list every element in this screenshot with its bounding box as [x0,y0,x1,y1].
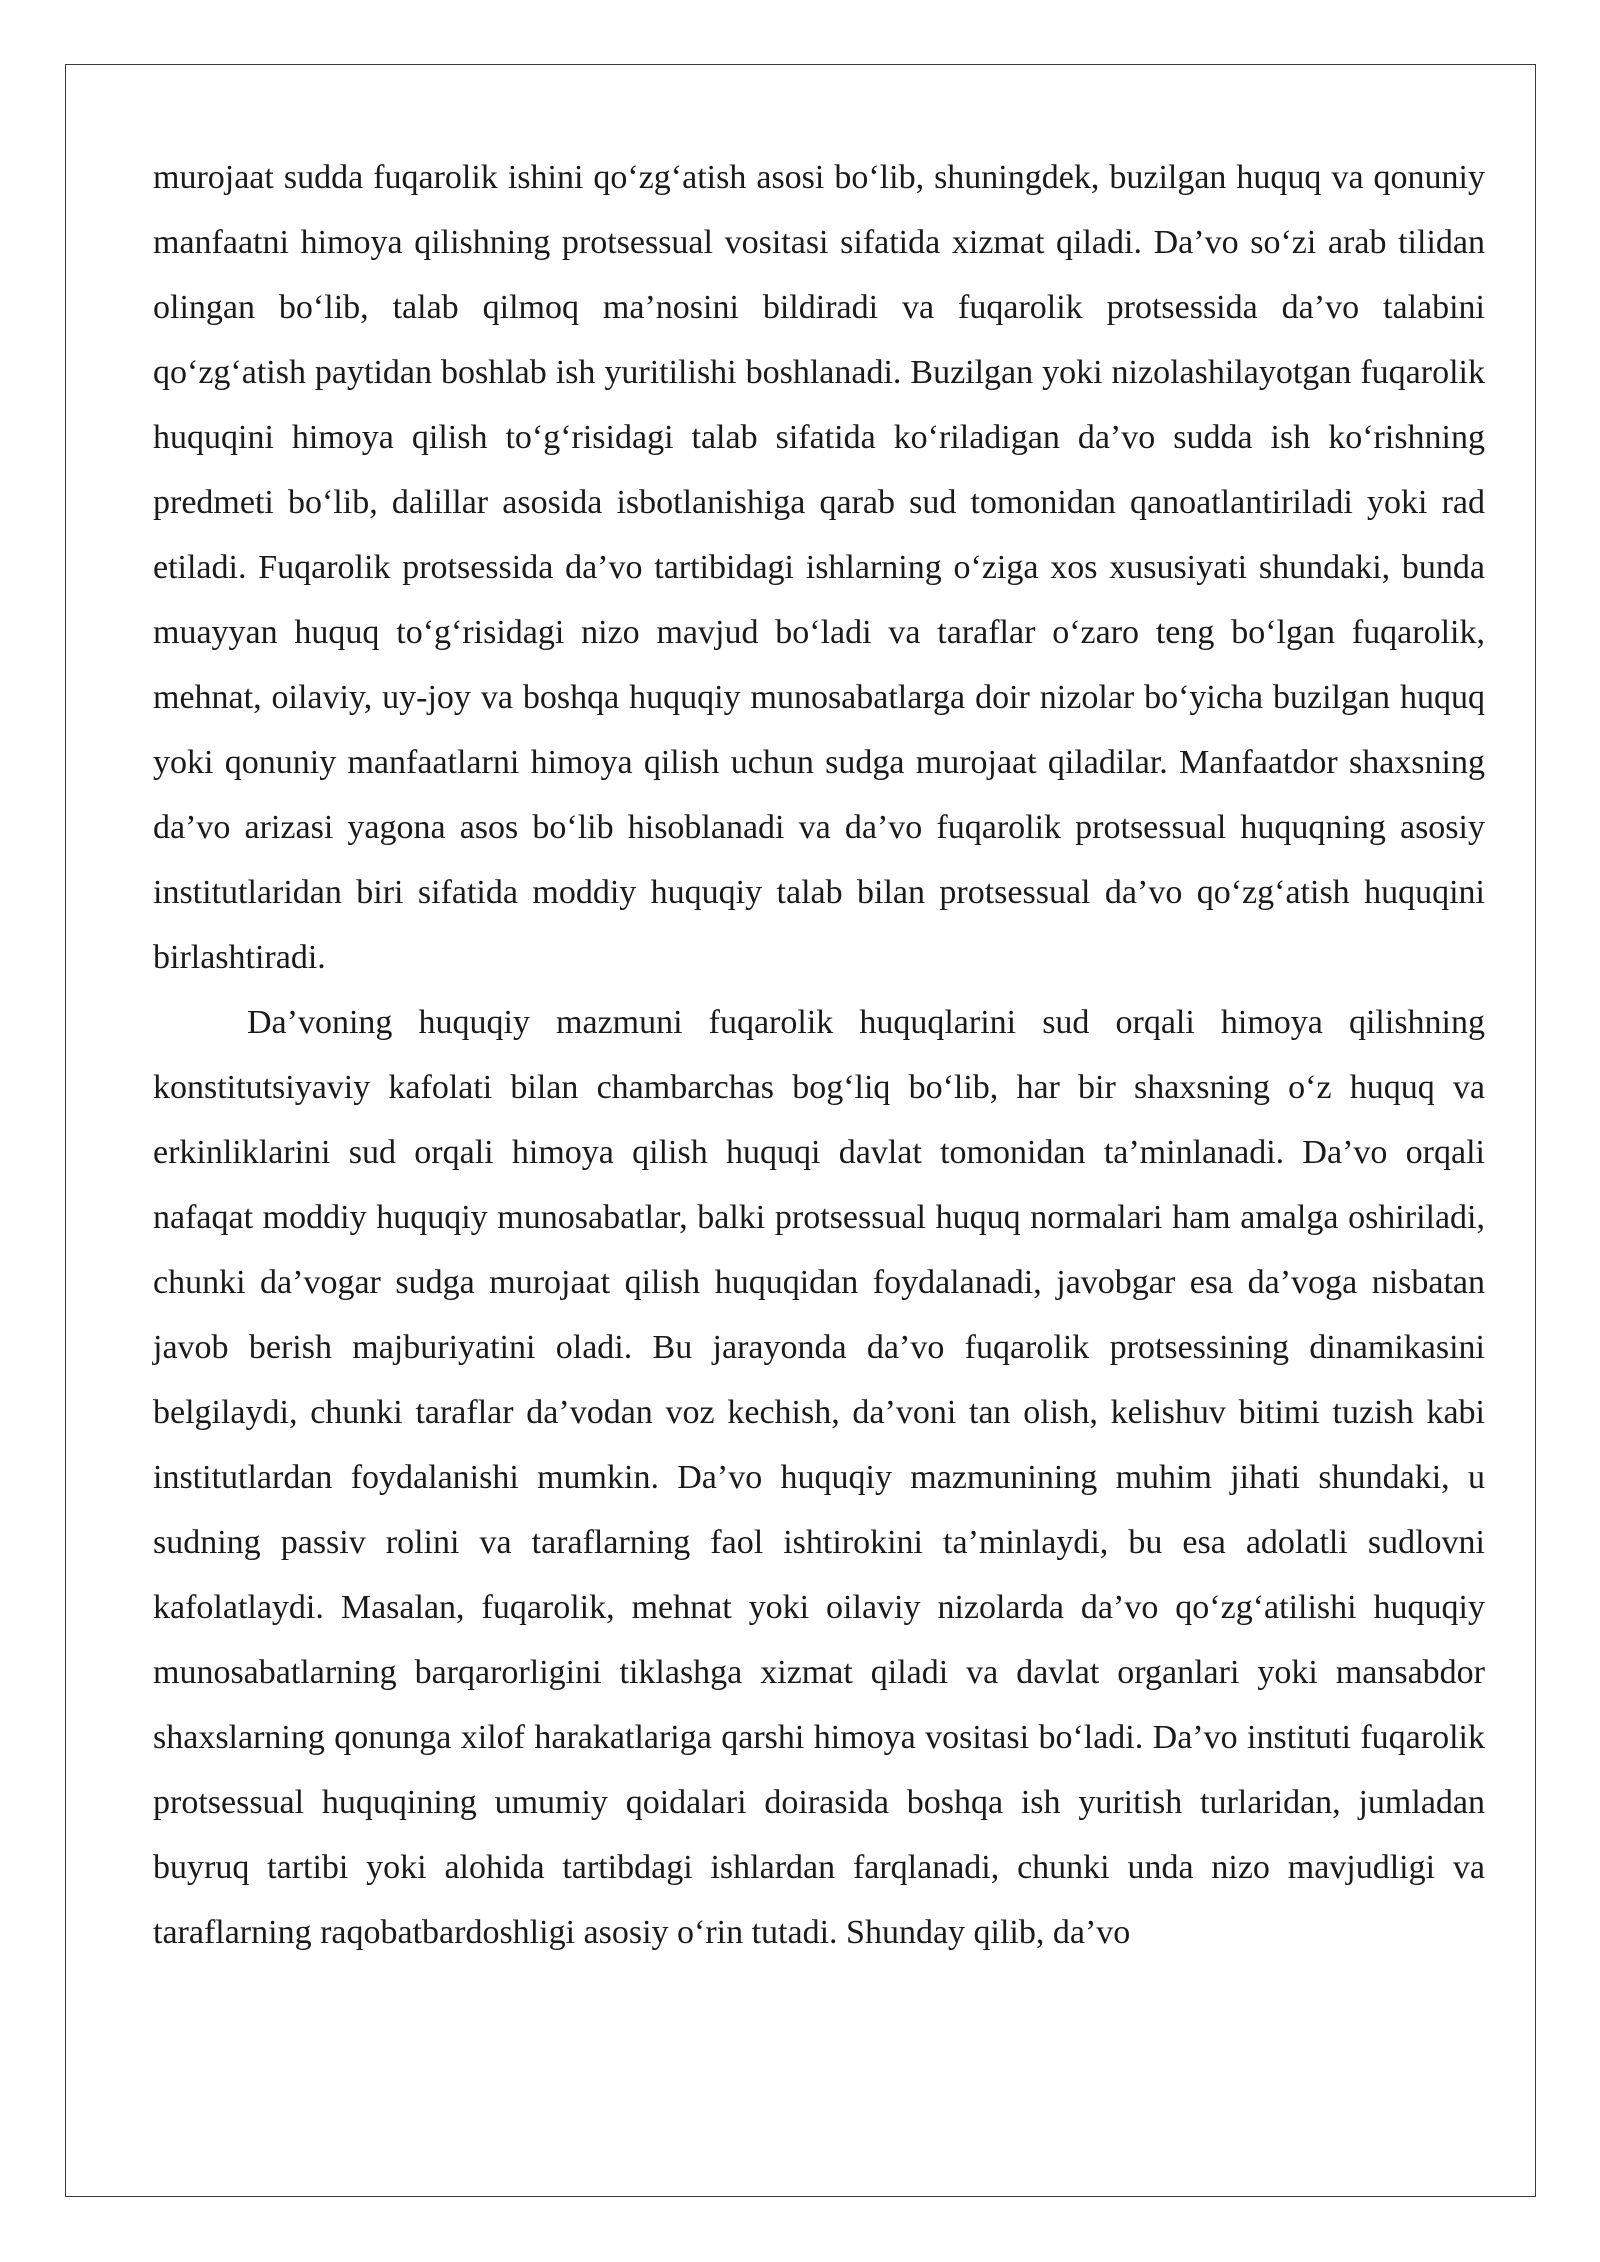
document-body [153,145,1485,1965]
paragraph-2: Da’voning huquqiy mazmuni fuqarolik huquqlarini sud orqali himoya qilishning konstitutsiyaviy kafolati bilan chambarchas bog‘liq bo‘lib, har bir shaxsning o‘z huquq va erkinliklarini sud orqali himoya qilish huquqi davlat tomonidan ta’minlanadi. Da’vo orqali nafaqat moddiy huquqiy munosabatlar, balki protsessual huquq normalari ham amalga oshiriladi, chunki da’vogar sudga murojaat qilish huquqidan foydalanadi, javobgar esa da’voga nisbatan javob berish majburiyatini oladi. Bu jarayonda da’vo fuqarolik protsessining dinamikasini belgilaydi, chunki taraflar da’vodan voz kechish, da’voni tan olish, kelishuv bitimi tuzish kabi institutlardan foydalanishi mumkin. Da’vo huquqiy mazmunining muhim jihati shundaki, u sudning passiv rolini va taraflarning faol ishtirokini ta’minlaydi, bu esa adolatli sudlovni kafolatlaydi. Masalan, fuqarolik, mehnat yoki oilaviy nizolarda da’vo qo‘zg‘atilishi huquqiy munosabatlarning barqarorligini tiklashga xizmat qiladi va davlat organlari yoki mansabdor shaxslarning qonunga xilof harakatlariga qarshi himoya vositasi bo‘ladi. Da’vo instituti fuqarolik protsessual huquqining umumiy qoidalari doirasida boshqa ish yuritish turlaridan, jumladan buyruq tartibi yoki alohida tartibdagi ishlardan farqlanadi, chunki unda nizo mavjudligi va taraflarning raqobatbardoshligi asosiy o‘rin tutadi. Shunday qilib, da’vo [153,1004,1485,1951]
paragraph-1: murojaat sudda fuqarolik ishini qo‘zg‘atish asosi bo‘lib, shuningdek, buzilgan huquq va qonuniy manfaatni himoya qilishning protsessual vositasi sifatida xizmat qiladi. Da’vo so‘zi arab tilidan olingan bo‘lib, talab qilmoq ma’nosini bildiradi va fuqarolik protsessida da’vo talabini qo‘zg‘atish paytidan boshlab ish yuritilishi boshlanadi. Buzilgan yoki nizolashilayotgan fuqarolik huquqini himoya qilish to‘g‘risidagi talab sifatida ko‘riladigan da’vo sudda ish ko‘rishning predmeti bo‘lib, dalillar asosida isbotlanishiga qarab sud tomonidan qanoatlantiriladi yoki rad etiladi. Fuqarolik protsessida da’vo tartibidagi ishlarning o‘ziga xos xususiyati shundaki, bunda muayyan huquq to‘g‘risidagi nizo mavjud bo‘ladi va taraflar o‘zaro teng bo‘lgan fuqarolik, mehnat, oilaviy, uy-joy va boshqa huquqiy munosabatlarga doir nizolar bo‘yicha buzilgan huquq yoki qonuniy manfaatlarni himoya qilish uchun sudga murojaat qiladilar. Manfaatdor shaxsning da’vo arizasi yagona asos bo‘lib hisoblanadi va da’vo fuqarolik protsessual huquqning asosiy institutlaridan biri sifatida moddiy huquqiy talab bilan protsessual da’vo qo‘zg‘atish huquqini birlashtiradi. [153,159,1485,976]
